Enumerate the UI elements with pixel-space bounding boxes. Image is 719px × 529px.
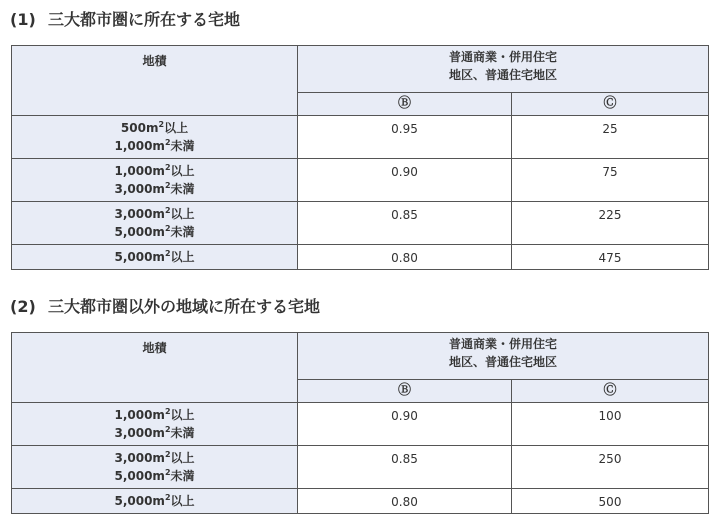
header-area: 地積 [12, 333, 298, 403]
section-title: 三大都市圏以外の地域に所在する宅地 [48, 297, 321, 316]
value-b: 0.90 [298, 159, 512, 202]
area-table-2 [11, 332, 709, 514]
header-col-c: Ⓒ [512, 93, 709, 116]
area-range-cell: $500m^2$以上 $1,000m^2$未満 [12, 116, 298, 159]
header-col-b: Ⓑ [298, 93, 512, 116]
area-table-1 [11, 45, 709, 270]
header-zone [298, 46, 709, 93]
value-c: 475 [512, 245, 709, 270]
header-col-c: Ⓒ [512, 380, 709, 403]
table-row [12, 489, 709, 514]
value-b: 0.90 [298, 403, 512, 446]
table-row [12, 159, 709, 202]
value-c: 250 [512, 446, 709, 489]
section-number: (1) [10, 10, 36, 29]
area-range-cell: $1,000m^2$以上 $3,000m^2$未満 [12, 159, 298, 202]
value-c: 225 [512, 202, 709, 245]
area-range-cell: $5,000m^2$以上 [12, 245, 298, 270]
header-col-b: Ⓑ [298, 380, 512, 403]
value-b: 0.80 [298, 245, 512, 270]
area-range-cell: $3,000m^2$以上 $5,000m^2$未満 [12, 446, 298, 489]
table-row [12, 202, 709, 245]
value-b: 0.85 [298, 202, 512, 245]
section-title: 三大都市圏に所在する宅地 [48, 10, 241, 29]
value-b: 0.95 [298, 116, 512, 159]
header-zone-line2: 地区、普通住宅地区 [449, 68, 558, 82]
table-row [12, 245, 709, 270]
table-row [12, 403, 709, 446]
table-row [12, 446, 709, 489]
header-area: 地積 [12, 46, 298, 116]
value-c: 500 [512, 489, 709, 514]
area-range-cell: $3,000m^2$以上 $5,000m^2$未満 [12, 202, 298, 245]
header-zone [298, 333, 709, 380]
value-c: 25 [512, 116, 709, 159]
area-range-cell: $1,000m^2$以上 $3,000m^2$未満 [12, 403, 298, 446]
value-b: 0.80 [298, 489, 512, 514]
value-c: 75 [512, 159, 709, 202]
value-c: 100 [512, 403, 709, 446]
table-row [12, 116, 709, 159]
section-heading-1 [10, 10, 240, 30]
section-heading-2 [10, 297, 320, 317]
header-zone-line1: 普通商業・併用住宅 [449, 50, 558, 64]
header-zone-line1: 普通商業・併用住宅 [449, 337, 558, 351]
area-range-cell: $5,000m^2$以上 [12, 489, 298, 514]
header-zone-line2: 地区、普通住宅地区 [449, 355, 558, 369]
value-b: 0.85 [298, 446, 512, 489]
section-number: (2) [10, 297, 36, 316]
